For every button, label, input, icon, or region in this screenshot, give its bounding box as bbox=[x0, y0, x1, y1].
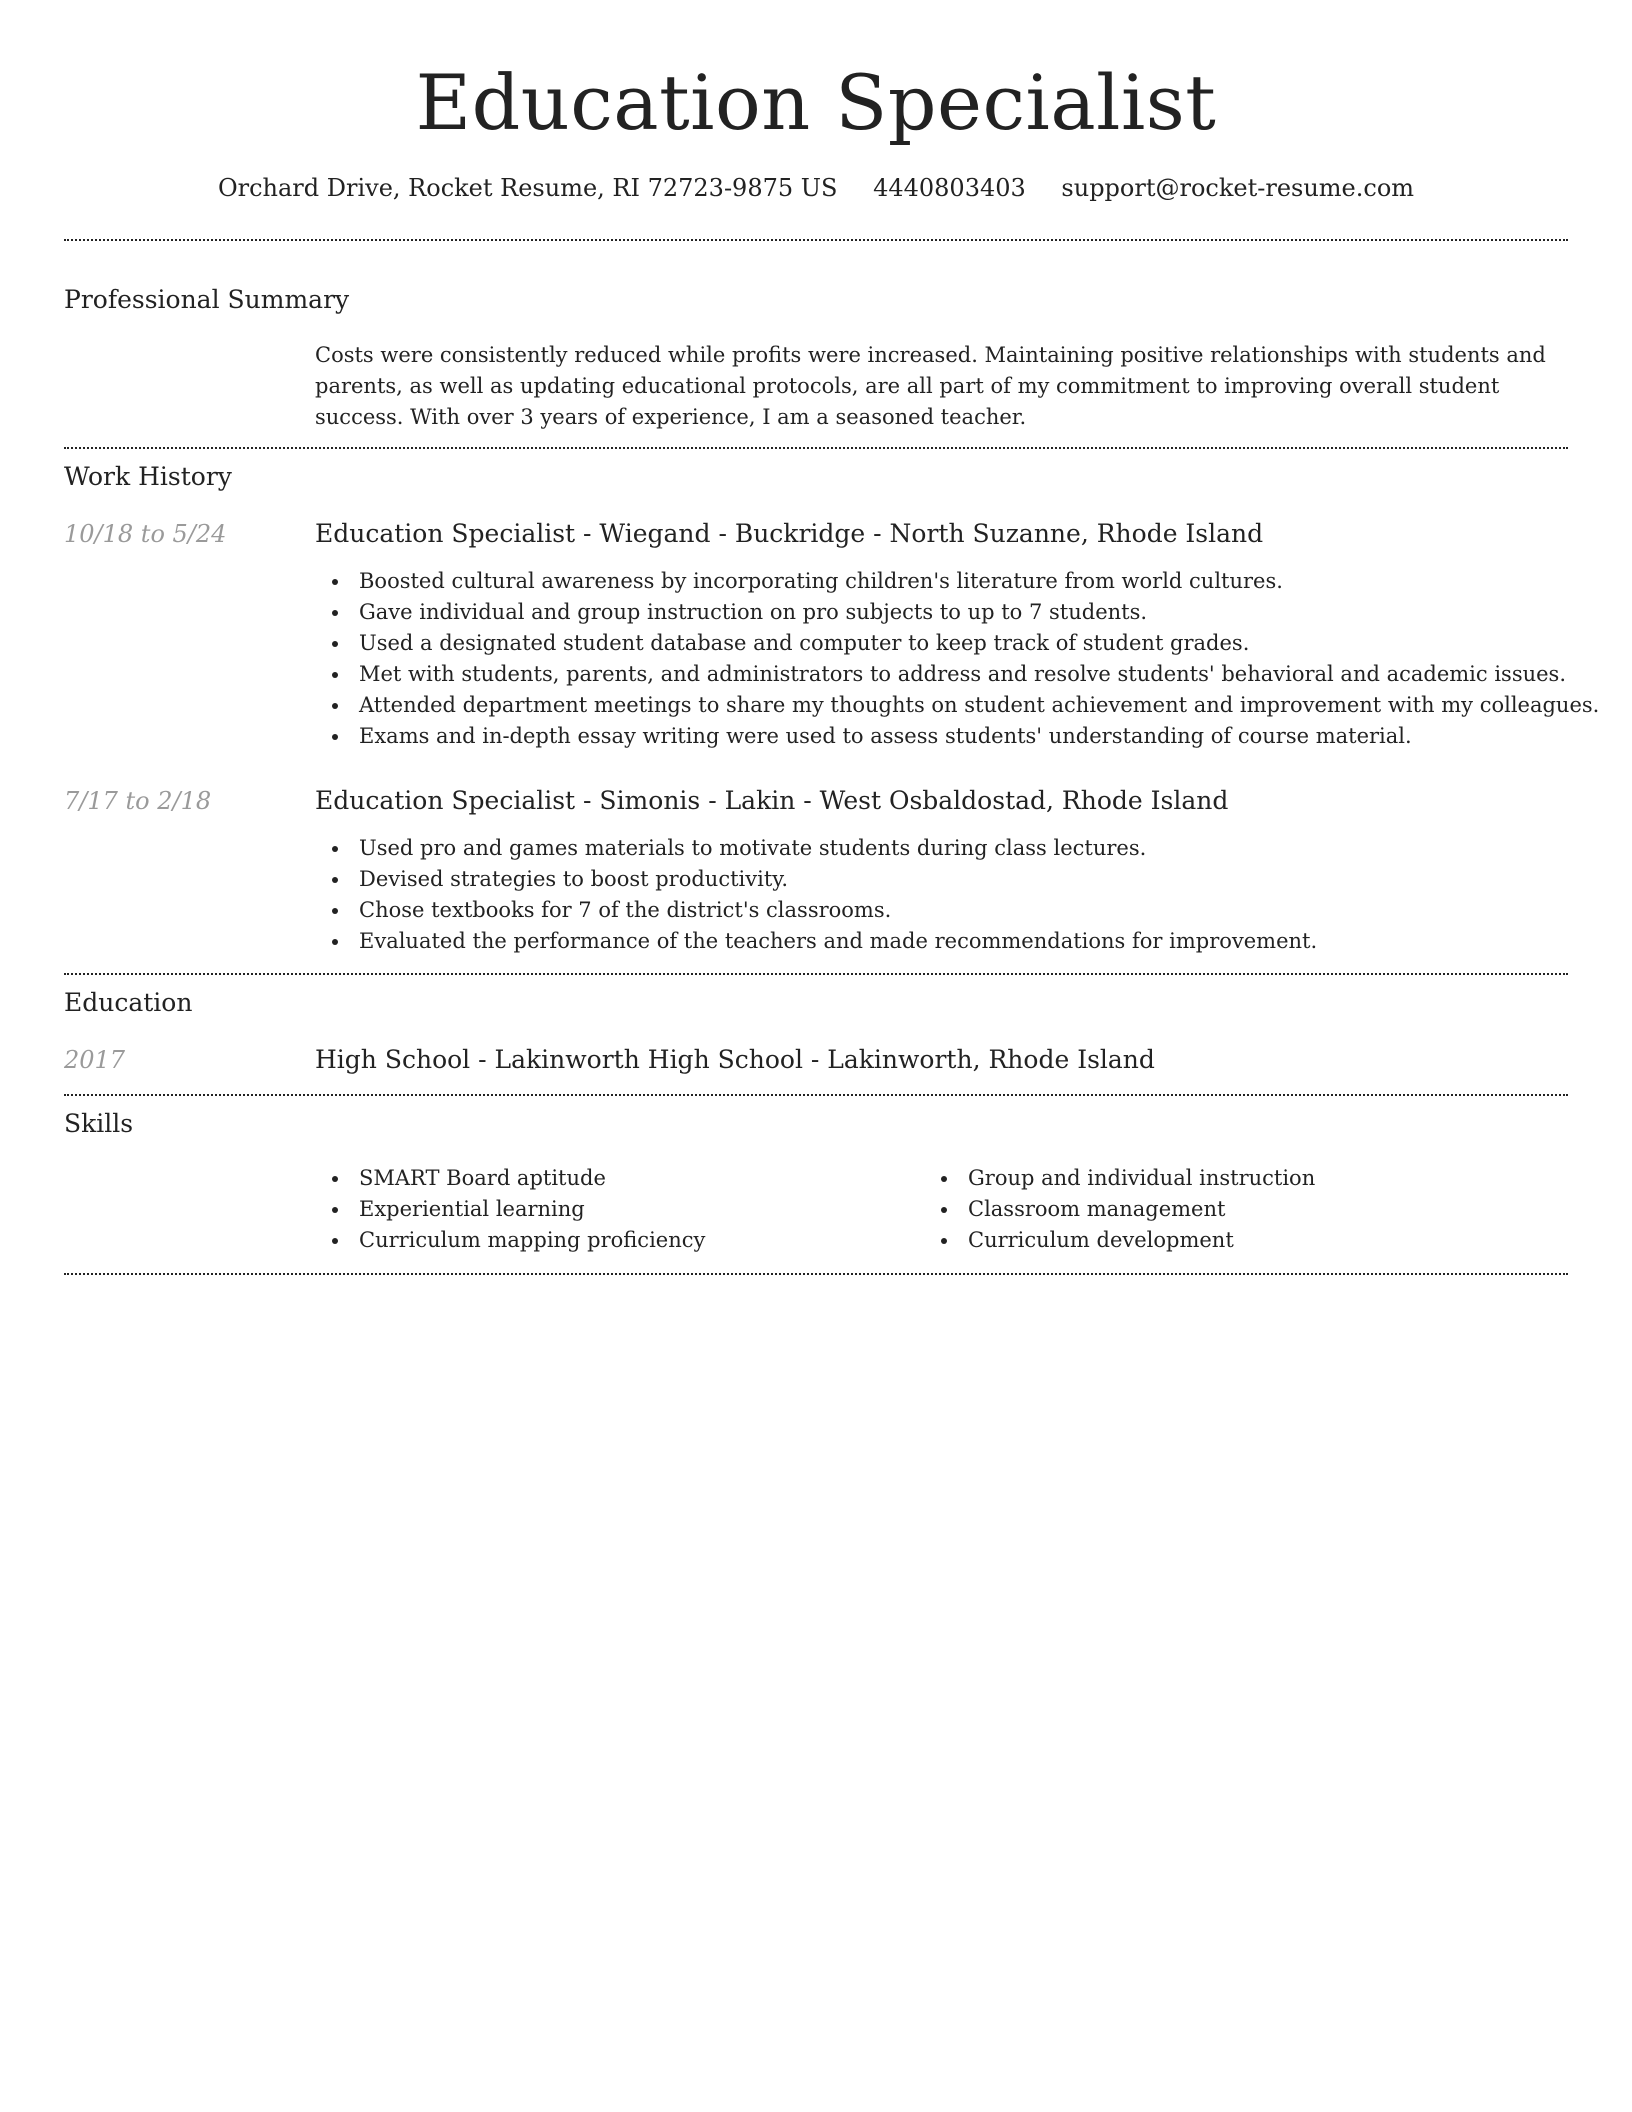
job-title: Education Specialist - Simonis - Lakin - West Osbaldostad, Rhode Island bbox=[315, 786, 1229, 815]
list-item: Boosted cultural awareness by incorporating children's literature from world cultures. bbox=[315, 566, 1568, 597]
list-item: Met with students, parents, and administrators to address and resolve students' behavioral and academic issues. bbox=[315, 659, 1568, 690]
contact-email: support@rocket-resume.com bbox=[1061, 174, 1415, 202]
resume-page bbox=[64, 0, 1600, 2112]
list-item: Classroom management bbox=[924, 1194, 1524, 1225]
skills-list-right bbox=[924, 1163, 1524, 1256]
skills-list-left bbox=[315, 1163, 915, 1256]
summary-text: Costs were consistently reduced while profits were increased. Maintaining positive relationships with students and parents, as well as updating educational protocols, are all part of my commitment to improving overall student success. With over 3 years of experience, I am a seasoned teacher. bbox=[315, 343, 1546, 429]
list-item: Gave individual and group instruction on pro subjects to up to 7 students. bbox=[315, 597, 1568, 628]
list-item: Attended department meetings to share my thoughts on student achievement and improvement with my colleagues. bbox=[315, 690, 1568, 721]
section-divider bbox=[64, 239, 1568, 241]
job-dates: 10/18 to 5/24 bbox=[64, 520, 227, 548]
education-heading: Education bbox=[64, 988, 193, 1017]
section-divider bbox=[64, 1273, 1568, 1275]
list-item: Devised strategies to boost productivity. bbox=[315, 864, 1568, 895]
list-item: SMART Board aptitude bbox=[315, 1163, 915, 1194]
list-item: Curriculum mapping proficiency bbox=[315, 1225, 915, 1256]
list-item: Evaluated the performance of the teachers and made recommendations for improvement. bbox=[315, 926, 1568, 957]
education-title: High School - Lakinworth High School - Lakinworth, Rhode Island bbox=[315, 1045, 1155, 1074]
section-divider bbox=[64, 973, 1568, 975]
work-history-heading: Work History bbox=[64, 462, 232, 491]
contact-address: Orchard Drive, Rocket Resume, RI 72723-9875 US bbox=[217, 174, 838, 202]
job-title: Education Specialist - Wiegand - Buckridge - North Suzanne, Rhode Island bbox=[315, 519, 1264, 548]
candidate-name: Education Specialist bbox=[415, 58, 1217, 147]
education-year: 2017 bbox=[64, 1046, 126, 1074]
list-item: Exams and in-depth essay writing were used to assess students' understanding of course material. bbox=[315, 721, 1568, 752]
job-duties-list bbox=[315, 566, 1600, 752]
list-item: Group and individual instruction bbox=[924, 1163, 1524, 1194]
list-item: Chose textbooks for 7 of the district's classrooms. bbox=[315, 895, 1568, 926]
contact-line bbox=[64, 168, 1568, 208]
section-divider bbox=[64, 447, 1568, 449]
list-item: Experiential learning bbox=[315, 1194, 915, 1225]
list-item: Curriculum development bbox=[924, 1225, 1524, 1256]
summary-heading: Professional Summary bbox=[64, 285, 350, 314]
section-divider bbox=[64, 1094, 1568, 1096]
job-duties-list bbox=[315, 833, 1568, 957]
job-dates: 7/17 to 2/18 bbox=[64, 787, 212, 815]
list-item: Used pro and games materials to motivate students during class lectures. bbox=[315, 833, 1568, 864]
skills-heading: Skills bbox=[64, 1109, 134, 1138]
list-item: Used a designated student database and computer to keep track of student grades. bbox=[315, 628, 1568, 659]
contact-phone: 4440803403 bbox=[873, 174, 1026, 202]
